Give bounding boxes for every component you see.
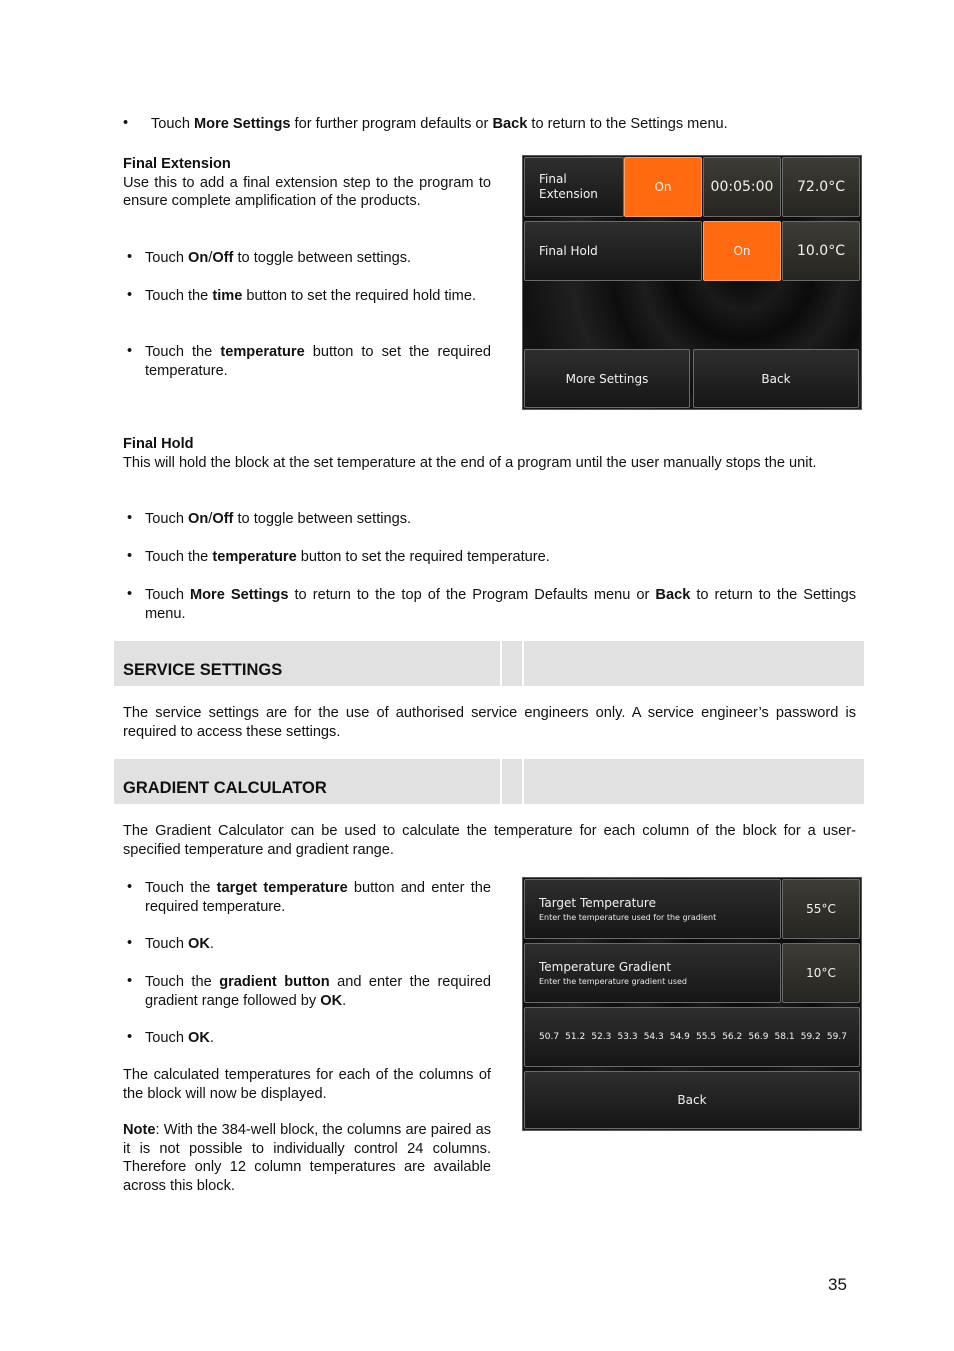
bullet-icon: • [127,343,133,359]
final-extension-toggle-button[interactable]: On [624,157,702,217]
column-temperature-value: 59.2 [800,1032,821,1042]
list-item: • Touch the target temperature button and enter the required temperature. [127,879,491,915]
list-item: • Touch On/Off to toggle between settings. [127,510,412,527]
final-hold-temperature-button[interactable]: 10.0°C [782,221,860,281]
temperature-gradient-button[interactable]: 10°C [782,943,860,1003]
column-temperature-value: 55.5 [696,1032,717,1042]
bullet-icon: • [127,879,133,895]
more-settings-button[interactable]: More Settings [524,349,690,408]
list-item: • Touch the time button to set the required hold time. [127,287,477,304]
bullet-icon: • [127,586,133,602]
paragraph: This will hold the block at the set temperature at the end of a program until the user manually stops the unit. [123,454,817,471]
list-item: • Touch More Settings to return to the top of the Program Defaults menu or Back to return to the Settings menu. [127,586,856,622]
divider [500,759,502,804]
paragraph: The service settings are for the use of authorised service engineers only. A service engineer’s password is required to access these settings. [123,705,856,740]
service-settings-header [114,641,864,686]
final-hold-toggle-button[interactable]: On [703,221,781,281]
note-paragraph: Note: With the 384-well block, the columns are paired as it is not possible to individually control 24 columns. Therefore only 12 column temperatures are available across this block. [123,1122,491,1194]
list-item: • Touch OK. [127,1029,214,1046]
target-temperature-label: Target Temperature Enter the temperature used for the gradient [524,879,781,939]
bullet-icon: • [127,973,133,989]
divider [522,641,524,686]
back-button[interactable]: Back [524,1071,860,1129]
column-temperature-value: 53.3 [617,1032,638,1042]
final-extension-screen [522,155,862,410]
list-item: • Touch the temperature button to set the required temperature. [127,343,491,379]
target-temperature-button[interactable]: 55°C [782,879,860,939]
column-temperature-value: 59.7 [826,1032,847,1042]
list-item: • Touch OK. [127,935,214,952]
divider [500,641,502,686]
final-extension-section [123,155,491,211]
paragraph: Use this to add a final extension step to the program to ensure complete amplification of the products. [123,174,491,210]
final-hold-label: Final Hold [524,221,702,281]
column-temperature-value: 50.7 [539,1032,560,1042]
result-paragraph: The calculated temperatures for each of the columns of the block will now be displayed. [123,1067,491,1102]
column-temperature-value: 56.2 [722,1032,743,1042]
final-extension-time-button[interactable]: 00:05:00 [703,157,781,217]
page-number: 35 [828,1275,847,1294]
section-title: SERVICE SETTINGS [123,661,283,679]
column-temperature-value: 54.9 [669,1032,690,1042]
temperature-gradient-label: Temperature Gradient Enter the temperature gradient used [524,943,781,1003]
list-item: • Touch On/Off to toggle between settings. [127,249,412,266]
bullet-icon: • [127,1029,133,1045]
service-settings-body [123,704,856,741]
bullet-icon: • [127,935,133,951]
section-heading: Final Extension [123,156,231,172]
gradient-calculator-screen [522,877,862,1131]
final-hold-section [123,435,856,472]
list-item: • Touch the gradient button and enter the required gradient range followed by OK. [127,973,491,1009]
gradient-calculator-body [123,822,856,859]
column-temperature-value: 52.3 [591,1032,612,1042]
gradient-calculator-header [114,759,864,804]
column-temperatures [525,1032,859,1042]
intro-bullet: • Touch More Settings for further program defaults or Back to return to the Settings menu. [123,115,728,132]
column-temperature-value: 56.9 [748,1032,769,1042]
bullet-icon: • [127,510,133,526]
column-temperatures-row [524,1007,860,1067]
back-button[interactable]: Back [693,349,859,408]
column-temperature-value: 54.3 [643,1032,664,1042]
final-extension-temperature-button[interactable]: 72.0°C [782,157,860,217]
column-temperature-value: 51.2 [565,1032,586,1042]
section-title: GRADIENT CALCULATOR [123,779,327,797]
final-extension-label: Final Extension [524,157,624,217]
paragraph: The Gradient Calculator can be used to calculate the temperature for each column of the block for a user-specified temperature and gradient range. [123,823,856,858]
list-item: • Touch the temperature button to set the required temperature. [127,548,550,565]
column-temperature-value: 58.1 [774,1032,795,1042]
bullet-icon: • [123,115,129,131]
bullet-icon: • [127,249,133,265]
section-heading: Final Hold [123,436,194,452]
divider [522,759,524,804]
bullet-icon: • [127,548,133,564]
note-label: Note [123,1122,156,1138]
bullet-icon: • [127,287,133,303]
